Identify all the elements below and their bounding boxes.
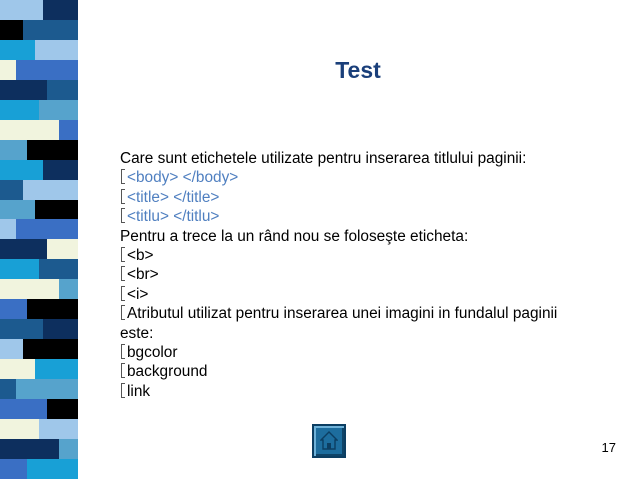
bullet-item — [120, 207, 590, 226]
line-text: <titlu> </titlu> — [127, 208, 220, 226]
line-text: <b> — [127, 247, 154, 265]
stripe-band — [0, 299, 78, 319]
stripe-band — [0, 20, 78, 40]
bullet-box-icon — [121, 169, 125, 184]
bullet-item — [120, 362, 590, 381]
bullet-box-icon — [121, 383, 125, 398]
line-text: <body> </body> — [127, 169, 239, 187]
line-text: bgcolor — [127, 344, 178, 362]
stripe-band — [0, 40, 78, 60]
stripe-band — [0, 120, 78, 140]
stripe-band — [0, 60, 78, 80]
bullet-box-icon — [121, 363, 125, 378]
stripe-band — [0, 379, 78, 399]
stripe-band — [0, 160, 78, 180]
line-text: <title> </title> — [127, 188, 220, 206]
bullet-box-icon — [121, 208, 125, 223]
home-icon — [320, 431, 338, 451]
bullet-item — [120, 188, 590, 207]
line-text: <br> — [127, 266, 159, 284]
line-text: Care sunt etichetele utilizate pentru inserarea titlului paginii: — [120, 150, 527, 167]
home-button[interactable] — [312, 424, 346, 458]
stripe-band — [0, 219, 78, 239]
stripe-band — [0, 259, 78, 279]
stripe-band — [0, 239, 78, 259]
line-text: <i> — [127, 285, 149, 303]
stripe-band — [0, 339, 78, 359]
stripe-band — [0, 100, 78, 120]
slide-title: Test — [335, 57, 381, 83]
stripe-band — [0, 439, 78, 459]
stripe-band — [0, 180, 78, 200]
bullet-box-icon — [121, 189, 125, 204]
question-line — [120, 227, 590, 246]
stripe-band — [0, 359, 78, 379]
line-text: Pentru a trece la un rând nou se foloseşte eticheta: — [120, 227, 469, 245]
stripe-band — [0, 80, 78, 100]
bullet-box-icon — [121, 266, 125, 281]
bullet-item — [120, 343, 590, 362]
stripe-band — [0, 200, 78, 220]
stripe-band — [0, 419, 78, 439]
bullet-item — [120, 246, 590, 265]
stripe-band — [0, 319, 78, 339]
bullet-item — [120, 168, 590, 187]
stripe-band — [0, 399, 78, 419]
line-text: link — [127, 382, 151, 400]
question-line — [120, 149, 590, 168]
line-text: Atributul utilizat pentru inserarea unei imagini in fundalul paginii este: — [120, 305, 558, 342]
page-number: 17 — [601, 440, 616, 455]
bullet-item — [120, 265, 590, 284]
stripe-band — [0, 140, 78, 160]
line-text: background — [127, 363, 208, 381]
bullet-item — [120, 304, 590, 343]
bullet-box-icon — [121, 344, 125, 359]
slide-content — [120, 149, 590, 401]
stripe-band — [0, 279, 78, 299]
bullet-box-icon — [121, 305, 125, 320]
stripe-band — [0, 459, 78, 479]
decorative-stripe-bar — [0, 0, 78, 479]
stripe-band — [0, 0, 78, 20]
bullet-item — [120, 382, 590, 401]
bullet-item — [120, 285, 590, 304]
bullet-box-icon — [121, 247, 125, 262]
bullet-box-icon — [121, 286, 125, 301]
